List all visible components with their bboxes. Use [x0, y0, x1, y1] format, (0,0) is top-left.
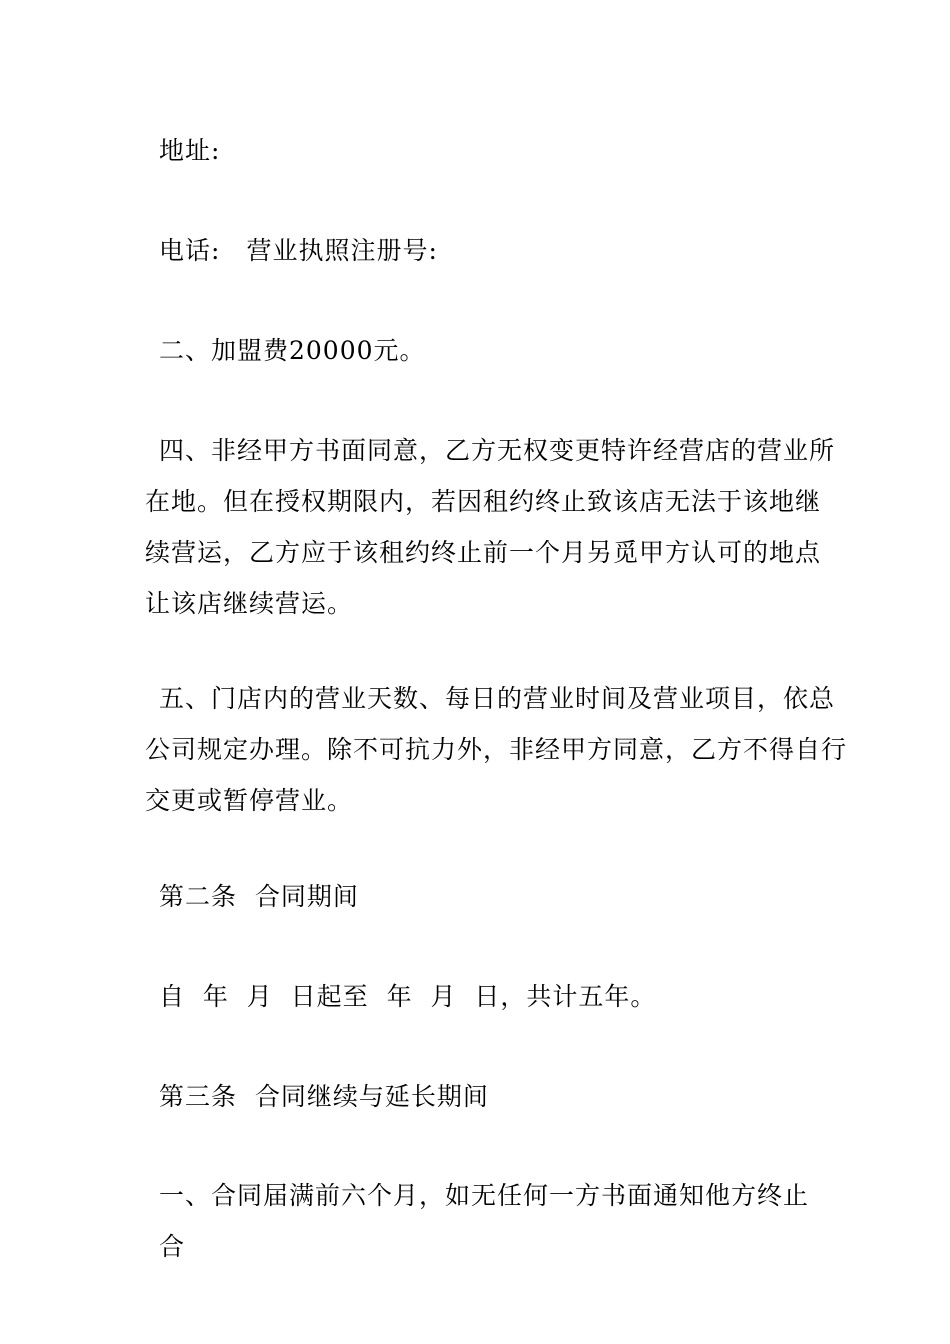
address-label: 地址: — [159, 136, 221, 165]
phone-license-line — [145, 225, 819, 276]
paragraph-line: 让该店继续营运。 — [145, 589, 354, 618]
paragraph-line: 续营运，乙方应于该租约终止前一个月另觅甲方认可的地点 — [145, 538, 822, 567]
paragraph-line: 公司规定办理。除不可抗力外，非经甲方同意，乙方不得自行 — [145, 735, 848, 764]
license-number-label: 营业执照注册号: — [246, 236, 438, 265]
article-two-heading: 第二条 合同期间 — [159, 882, 359, 911]
phone-label: 电话: — [159, 236, 221, 265]
paragraph-line: 交更或暂停营业。 — [145, 786, 354, 815]
paragraph-line: 五、门店内的营业天数、每日的营业时间及营业项目，依总 — [159, 684, 836, 713]
clause-four-paragraph — [145, 425, 836, 629]
article-three-heading: 第三条 合同继续与延长期间 — [159, 1082, 489, 1111]
clause-one-partial: 一、合同届满前六个月，如无任何一方书面通知他方终止合 — [159, 1181, 810, 1261]
contract-period-text: 自 年 月 日起至 年 月 日，共计五年。 — [159, 982, 657, 1011]
clause-five-paragraph — [145, 673, 848, 826]
clause-two-franchise-fee: 二、加盟费20000元。 — [159, 336, 426, 365]
paragraph-line: 四、非经甲方书面同意，乙方无权变更特许经营店的营业所 — [159, 436, 836, 465]
paragraph-line: 在地。但在授权期限内，若因租约终止致该店无法于该地继 — [145, 487, 822, 516]
